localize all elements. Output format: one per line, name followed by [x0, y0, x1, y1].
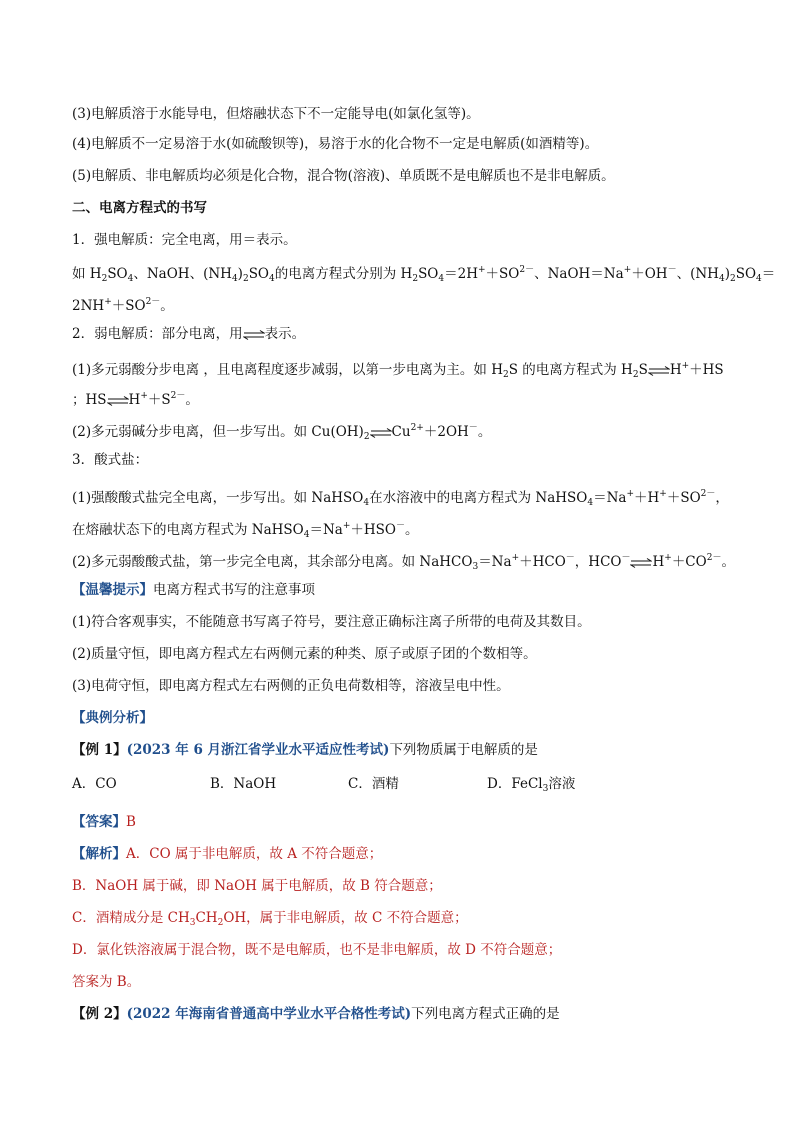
text-line: (1)强酸酸式盐完全电离，一步写出。如 NaHSO$_4$在水溶液中的电离方程式为 $NaHSO_4=Na^++H^++SO^{2-}$，	[72, 489, 729, 508]
text-line: (2)多元弱碱分步电离，但一步写出。如 $Cu(OH)_2$ $Cu^{2+}+2OH^-$。	[72, 423, 492, 442]
text-line: 3．酸式盐：	[72, 452, 149, 468]
answer-line: 【答案】B	[72, 814, 136, 830]
tip-line: 【温馨提示】电离方程式书写的注意事项	[72, 582, 315, 598]
question-line: 【例 2】(2022 年海南省普通高中学业水平合格性考试)下列电离方程式正确的是	[72, 1006, 560, 1022]
equilibrium-arrow-icon	[648, 360, 670, 380]
section-heading: 二、电离方程式的书写	[72, 200, 207, 216]
analysis-line: B．NaOH 属于碱，即 NaOH 属于电解质，故 B 符合题意；	[72, 878, 442, 894]
text-line: ；HS $H^++S^{2-}$。	[72, 391, 199, 408]
question-source: (2022 年海南省普通高中学业水平合格性考试)	[126, 1006, 412, 1022]
text-line: 2．弱电解质：部分电离，用 表示。	[72, 326, 306, 342]
equation-line: 如 $H_2SO_4$、NaOH、$(NH_4)_2SO_4$的电离方程式分别为 $H_2SO_4=2H^++SO^{2-}$、NaOH＝Na+＋OH－、$(NH_4)_2SO_4=$	[72, 265, 776, 284]
text-line: (3)电解质溶于水能导电，但熔融状态下不一定能导电(如氯化氢等)。	[72, 106, 480, 122]
question-source: (2023 年 6 月浙江省学业水平适应性考试)	[126, 742, 390, 758]
analysis-line: D．氯化铁溶液属于混合物，既不是电解质，也不是非电解质，故 D 不符合题意；	[72, 942, 562, 958]
text-line: (1)多元弱酸分步电离 ，且电离程度逐步减弱，以第一步电离为主。如 $H_2S$ 的电离方程式为 $H_2S$ H+＋HS	[72, 361, 724, 380]
text-line: (3)电荷守恒，即电离方程式左右两侧的正负电荷数相等，溶液呈电中性。	[72, 678, 510, 694]
option-c: C．酒精	[348, 776, 399, 792]
question-line: 【例 1】(2023 年 6 月浙江省学业水平适应性考试)下列物质属于电解质的是	[72, 742, 538, 758]
equilibrium-arrow-icon	[370, 422, 392, 442]
text-line: 1．强电解质：完全电离，用＝表示。	[72, 232, 297, 248]
equilibrium-arrow-icon	[107, 390, 129, 410]
text-line: (2)多元弱酸酸式盐，第一步完全电离，其余部分电离。如 NaHCO$_3$＝Na+＋HCO－，HCO－ $H^++CO^{2-}$。	[72, 553, 735, 572]
text-line: (2)质量守恒，即电离方程式左右两侧元素的种类、原子或原子团的个数相等。	[72, 646, 537, 662]
section-heading: 【典例分析】	[72, 710, 153, 726]
equilibrium-arrow-icon	[243, 324, 265, 344]
analysis-line: C．酒精成分是 $CH_3CH_2OH$，属于非电解质，故 C 不符合题意；	[72, 910, 468, 928]
text-line: (1)符合客观事实，不能随意书写离子符号，要注意正确标注离子所带的电荷及其数目。	[72, 614, 591, 630]
analysis-line: 答案为 B。	[72, 974, 141, 990]
text-line: 在熔融状态下的电离方程式为 NaHSO$_4$＝Na+＋HSO－。	[72, 521, 419, 540]
text-line: (4)电解质不一定易溶于水(如硫酸钡等)，易溶于水的化合物不一定是电解质(如酒精等)。	[72, 136, 599, 152]
text-line: (5)电解质、非电解质均必须是化合物，混合物(溶液)、单质既不是电解质也不是非电解质。	[72, 168, 615, 184]
analysis-line: 【解析】A．CO 属于非电解质，故 A 不符合题意；	[72, 846, 383, 862]
equilibrium-arrow-icon	[630, 552, 652, 572]
tip-label: 【温馨提示】	[72, 582, 153, 598]
option-d: D．FeCl$_3$溶液	[487, 776, 576, 794]
option-b: B．NaOH	[210, 776, 277, 792]
equation-line: $2NH^++SO^{2-}$。	[72, 297, 174, 314]
option-a: A．CO	[72, 776, 117, 792]
